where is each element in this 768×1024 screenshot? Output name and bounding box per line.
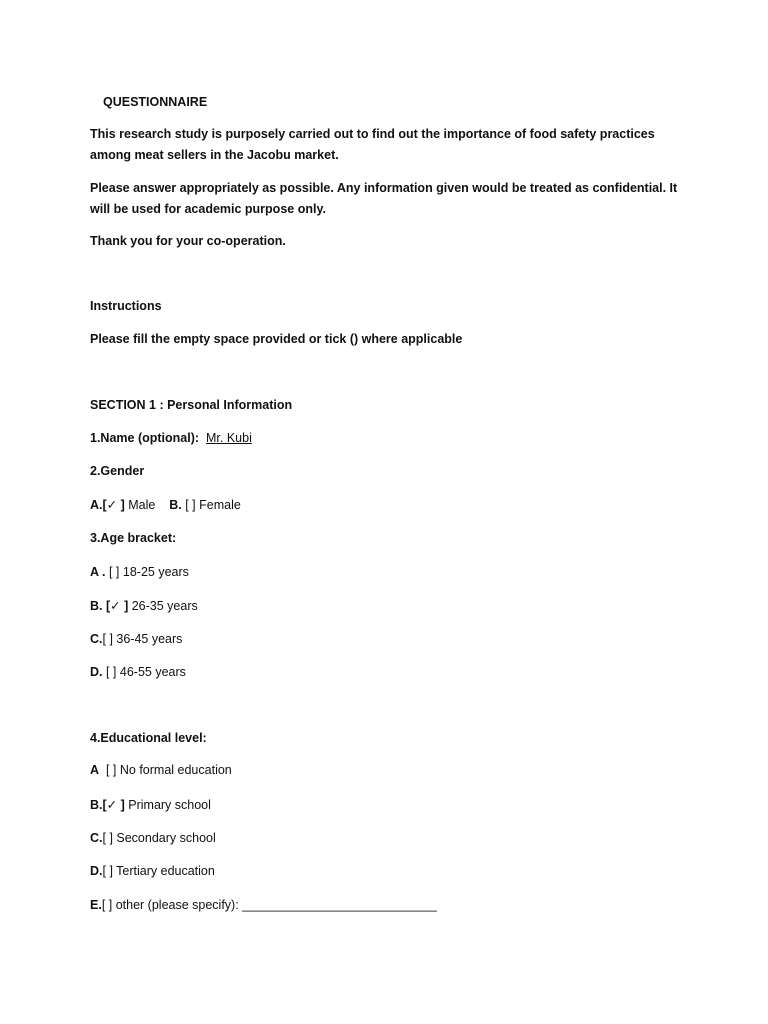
education-option-b-letter: B. xyxy=(90,798,103,812)
age-option-c xyxy=(90,629,182,649)
education-option-c-letter: C. xyxy=(90,831,103,845)
gender-option-b-text: Female xyxy=(195,498,241,512)
question-1-label: 1.Name (optional): xyxy=(90,431,200,445)
education-option-a xyxy=(90,760,232,780)
age-option-a-letter: A . xyxy=(90,565,106,579)
education-option-d-letter: D. xyxy=(90,864,103,878)
education-option-d-checkbox[interactable]: [ ] xyxy=(102,864,113,878)
gender-option-b-letter: B. xyxy=(169,498,182,512)
age-option-b-letter: B. xyxy=(90,599,103,613)
education-option-c xyxy=(90,828,216,848)
question-3-label: 3.Age bracket: xyxy=(90,531,177,545)
question-1-answer: Mr. Kubi xyxy=(206,431,252,445)
age-option-c-checkbox[interactable]: [ ] xyxy=(102,632,113,646)
age-option-b xyxy=(90,596,198,616)
education-option-b-checkbox[interactable]: [✓ ] xyxy=(102,798,125,812)
education-option-a-checkbox[interactable]: [ ] xyxy=(99,763,117,777)
age-option-b-checkbox[interactable]: [✓ ] xyxy=(102,599,129,613)
education-option-b-text: Primary school xyxy=(124,798,211,812)
section-1-heading: SECTION 1 : Personal Information xyxy=(90,398,293,412)
age-option-d-text: 46-55 years xyxy=(116,665,186,679)
education-option-e-letter: E. xyxy=(90,898,102,912)
question-2-options xyxy=(90,495,241,515)
age-option-d xyxy=(90,662,186,682)
education-option-a-text: No formal education xyxy=(116,763,232,777)
education-option-d-text: Tertiary education xyxy=(112,864,215,878)
gender-option-a-letter: A. xyxy=(90,498,103,512)
age-option-a-text: 18-25 years xyxy=(119,565,189,579)
gender-option-a-checkbox[interactable]: [✓ ] xyxy=(102,498,125,512)
question-4-label: 4.Educational level: xyxy=(90,731,207,745)
education-option-e-text[interactable]: other (please specify): ____________________________ xyxy=(112,898,437,912)
education-option-d xyxy=(90,861,215,881)
thank-you-line: Thank you for your co-operation. xyxy=(90,234,286,248)
age-option-a-checkbox[interactable]: [ ] xyxy=(105,565,120,579)
question-2-label: 2.Gender xyxy=(90,464,145,478)
education-option-e-checkbox[interactable]: [ ] xyxy=(101,898,113,912)
education-option-e xyxy=(90,895,437,915)
intro-paragraph-1: This research study is purposely carried out to find out the importance of food safety practices among meat sellers in the Jacobu market. xyxy=(90,127,655,162)
education-option-a-letter: A xyxy=(90,763,100,777)
age-option-d-letter: D. xyxy=(90,665,103,679)
instructions-text: Please fill the empty space provided or tick () where applicable xyxy=(90,332,463,346)
age-option-c-text: 36-45 years xyxy=(112,632,183,646)
document-title: QUESTIONNAIRE xyxy=(103,95,208,109)
age-option-a xyxy=(90,562,189,582)
age-option-d-checkbox[interactable]: [ ] xyxy=(102,665,117,679)
age-option-b-text: 26-35 years xyxy=(128,599,198,613)
question-1-name xyxy=(90,428,252,448)
education-option-b xyxy=(90,795,211,815)
age-option-c-letter: C. xyxy=(90,632,103,646)
gender-option-a-text: Male xyxy=(124,498,156,512)
instructions-heading: Instructions xyxy=(90,299,162,313)
gender-option-b-checkbox[interactable]: [ ] xyxy=(181,498,196,512)
intro-paragraph-2: Please answer appropriately as possible. Any information given would be treated as confidential. It will be used for academic purpose only. xyxy=(90,181,678,216)
education-option-c-checkbox[interactable]: [ ] xyxy=(102,831,113,845)
education-option-c-text: Secondary school xyxy=(112,831,216,845)
